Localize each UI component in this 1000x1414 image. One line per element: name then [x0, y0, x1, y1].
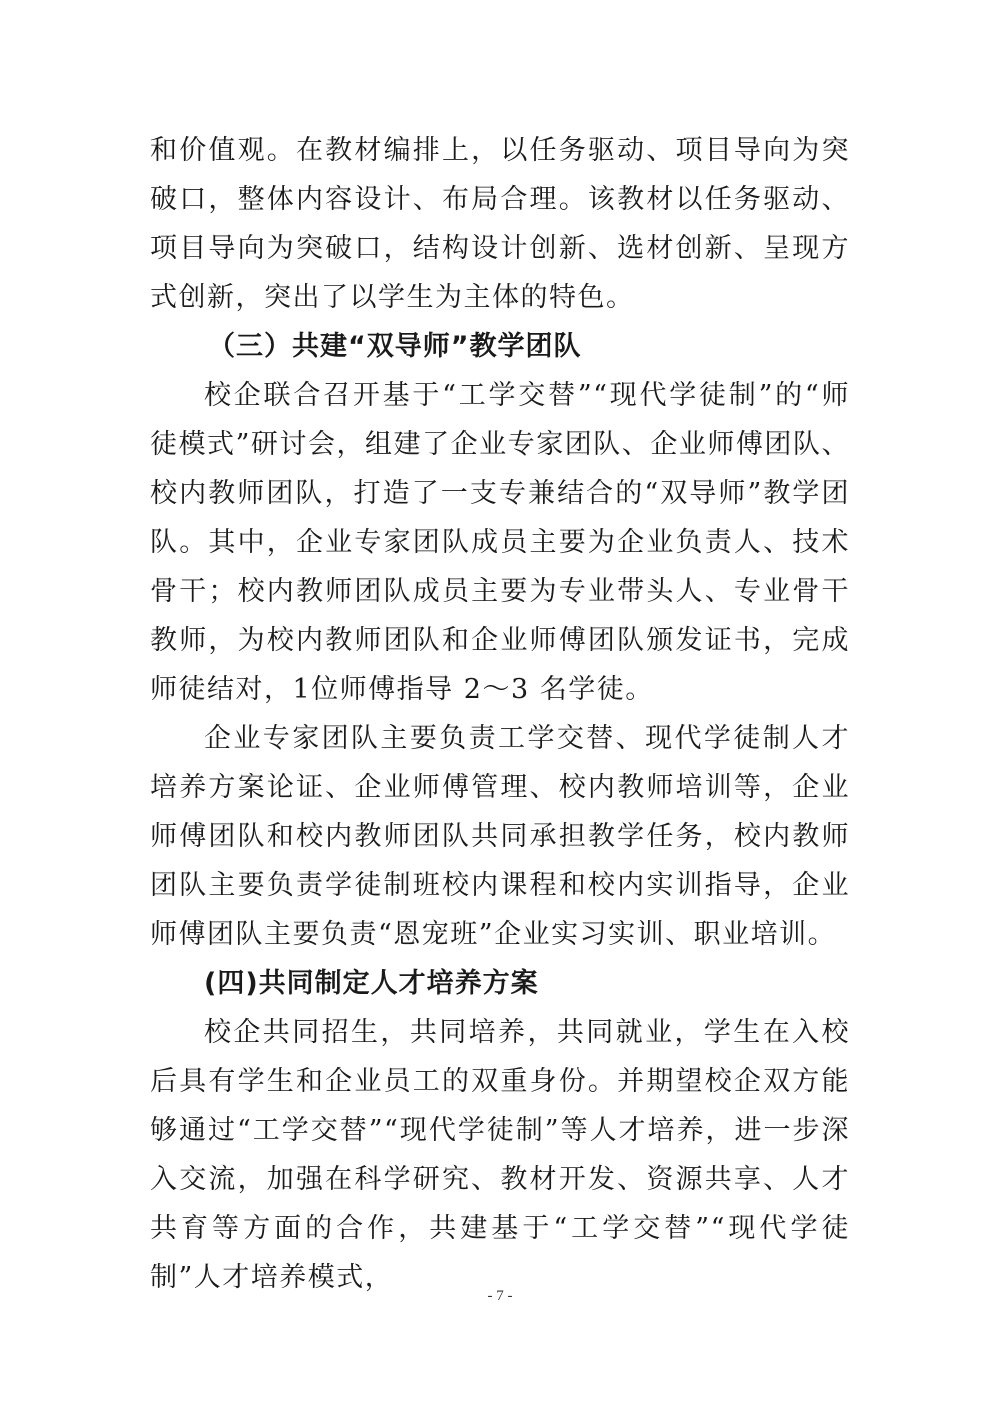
- paragraph-training-plan: 校企共同招生，共同培养，共同就业，学生在入校后具有学生和企业员工的双重身份。并期望校企双方能够通过“工学交替”“现代学徒制”等人才培养，进一步深入交流，加强在科学研究、教材开发、资源共享、人才共育等方面的合作，共建基于“工学交替”“现代学徒制”人才培养模式，: [150, 1017, 850, 1293]
- section-heading-3: （三）共建“双导师”教学团队: [208, 331, 582, 362]
- paragraph-team-responsibilities: 企业专家团队主要负责工学交替、现代学徒制人才培养方案论证、企业师傅管理、校内教师培训等，企业师傅团队和校内教师团队共同承担教学任务，校内教师团队主要负责学徒制班校内课程和校内实训指导，企业师傅团队主要负责“恩宠班”企业实习实训、职业培训。: [150, 723, 850, 950]
- paragraph-intro-continued: 和价值观。在教材编排上，以任务驱动、项目导向为突破口，整体内容设计、布局合理。该教材以任务驱动、项目导向为突破口，结构设计创新、选材创新、呈现方式创新，突出了以学生为主体的特色。: [150, 135, 850, 313]
- page-number: - 7 -: [487, 1288, 513, 1304]
- document-body: [150, 126, 850, 1302]
- paragraph-dual-mentor-team: 校企联合召开基于“工学交替”“现代学徒制”的“师徒模式”研讨会，组建了企业专家团队、企业师傅团队、校内教师团队，打造了一支专兼结合的“双导师”教学团队。其中，企业专家团队成员主要为企业负责人、技术骨干；校内教师团队成员主要为专业带头人、专业骨干教师，为校内教师团队和企业师傅团队颁发证书，完成师徒结对，1位师傅指导 2～3 名学徒。: [150, 380, 850, 705]
- section-heading-4: (四)共同制定人才培养方案: [204, 968, 539, 999]
